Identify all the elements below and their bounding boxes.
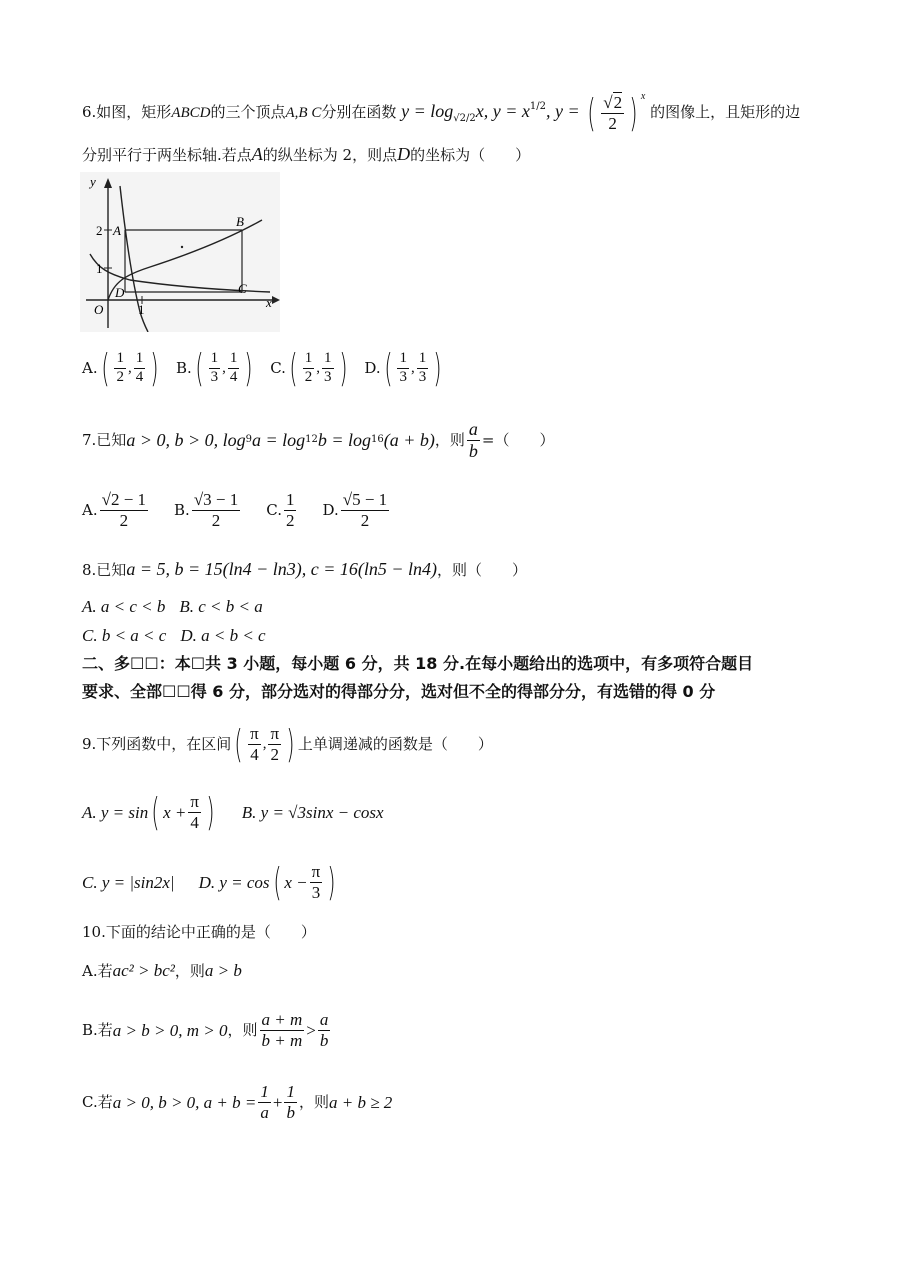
den: b: [468, 440, 478, 461]
q7-prefix: 7.已知: [82, 430, 127, 449]
q9-options-row1: [82, 790, 384, 834]
num: 1: [303, 351, 315, 369]
q6-prefix: 6.如图，矩形: [82, 103, 172, 121]
paren: ): [286, 722, 295, 766]
q8-options-row2: [82, 627, 266, 644]
q6-option-d[interactable]: [364, 346, 445, 390]
q6-point-d: D: [397, 144, 411, 164]
num: 1: [134, 351, 146, 369]
paren: (: [151, 790, 160, 834]
q6-func-rest2: , y =: [545, 101, 580, 121]
den: 4: [190, 812, 199, 832]
q9-stem: 9.下列函数中，在区间 ( $\frac{\pi}{4}$ , $\frac{\pi}{2}$ ) 上单调递减的函数是（ ）: [82, 722, 493, 766]
res: a > b: [204, 961, 242, 980]
in: x +: [163, 802, 187, 822]
paren: ): [433, 346, 442, 390]
letter: B.: [174, 500, 190, 519]
comma: ,: [127, 359, 132, 376]
q9-end: 上单调递减的函数是（ ）: [297, 734, 493, 753]
q6-figure: [80, 172, 280, 332]
den: 4: [250, 744, 259, 764]
pre: A.若: [82, 962, 113, 980]
tick-label-1-x: 1: [138, 302, 145, 317]
den: b + m: [261, 1030, 303, 1050]
q8-option-d[interactable]: D. a < b < c: [180, 626, 266, 645]
q9-option-c[interactable]: C. y = |sin2x|: [82, 872, 175, 892]
q7-m2: b = log: [317, 430, 372, 450]
q8-option-b[interactable]: B. c < b < a: [179, 597, 263, 616]
num: 1: [322, 351, 334, 369]
q7-option-b[interactable]: [174, 491, 242, 530]
den: 3: [311, 882, 321, 902]
comma: ,: [222, 359, 226, 376]
y-axis-label: y: [90, 174, 96, 189]
q10-option-b[interactable]: [82, 1008, 332, 1052]
paren: (: [195, 346, 204, 390]
num: a: [468, 418, 478, 439]
den: 2: [119, 510, 129, 530]
q7-options: [82, 490, 391, 530]
pre: D. y = cos: [198, 872, 270, 892]
point-label-c: C: [238, 281, 247, 296]
paren: ): [244, 346, 253, 390]
plus: +: [272, 1092, 283, 1112]
num: π: [190, 791, 199, 811]
q6-paren-open: (: [587, 91, 596, 135]
q6-func-text: y = log: [401, 101, 454, 121]
paren: (: [234, 722, 243, 766]
den: 2: [211, 510, 221, 530]
q7-option-a[interactable]: [82, 491, 150, 530]
num: √2 − 1: [101, 489, 147, 509]
num: 1: [417, 351, 429, 369]
q6-option-c[interactable]: [270, 346, 350, 390]
mid: ，则: [174, 962, 205, 980]
tick-label-1-y: 1: [96, 261, 103, 276]
q7-end: =（ ）: [481, 430, 555, 449]
num: 1: [397, 351, 409, 369]
q8-expr: a = 5, b = 15(ln4 − ln3), c = 16(ln5 − ln4): [126, 559, 438, 579]
comma: ,: [410, 359, 415, 376]
letter: D.: [322, 500, 339, 519]
q7-then: ，则: [434, 430, 465, 449]
expr: a > b > 0, m > 0: [112, 1020, 228, 1040]
q7-base9: 9: [245, 434, 252, 445]
q6-stem-line2: [82, 145, 530, 163]
q9-prefix: 9.下列函数中，在区间: [82, 734, 232, 753]
den: 2: [304, 368, 313, 385]
mid: ，则: [298, 1092, 329, 1111]
q6-option-d-letter: D.: [364, 358, 381, 377]
paren: ): [338, 346, 348, 390]
q6-line2-end: 的坐标为（ ）: [410, 146, 531, 164]
q7-m3: (a + b): [383, 430, 435, 450]
q6-option-c-letter: C.: [270, 358, 286, 377]
q8-prefix: 8.已知: [82, 561, 127, 579]
q6-option-b-letter: B.: [176, 358, 192, 377]
den: 3: [210, 368, 219, 385]
den: 3: [418, 368, 427, 385]
den: 2: [360, 510, 370, 530]
gt: >: [306, 1020, 316, 1040]
q6-exp-x: x: [640, 91, 646, 102]
q7-cond: a > 0, b > 0, log: [126, 430, 246, 450]
q10-stem: 10.下面的结论中正确的是（ ）: [82, 923, 316, 941]
den: 2: [270, 744, 280, 764]
mid: ，则: [227, 1020, 258, 1039]
num: 1: [285, 489, 295, 509]
q6-half: 1/2: [529, 101, 546, 112]
q7-option-c[interactable]: [266, 491, 298, 530]
q6-line2-mid: 的纵坐标为 2，则点: [262, 146, 398, 164]
q6-stem-line1: [82, 91, 801, 135]
point-label-b: B: [236, 214, 244, 229]
q6-option-a-letter: A.: [82, 358, 98, 377]
q10-option-a[interactable]: [82, 962, 242, 979]
q6-func-rest: x, y = x: [475, 101, 530, 121]
den: 4: [135, 368, 144, 385]
den: b: [286, 1102, 295, 1122]
q7-base12: 12: [305, 434, 318, 445]
in: x −: [284, 872, 308, 892]
q6-point-a: A: [251, 144, 263, 164]
q9-option-b[interactable]: B. y = √3sinx − cosx: [241, 802, 384, 822]
num: π: [311, 861, 321, 881]
q6-mid2: 分别在函数: [321, 103, 397, 121]
q6-mid1: 的三个顶点: [210, 103, 286, 121]
den: 3: [399, 368, 407, 385]
comma: ,: [316, 359, 321, 376]
den: b: [319, 1030, 329, 1050]
num: a + m: [261, 1009, 303, 1029]
num: 1: [286, 1081, 295, 1101]
q6-options: [82, 348, 445, 388]
paren: ): [327, 860, 336, 904]
q6-sqrt2: √2: [603, 92, 623, 112]
paren: (: [272, 860, 282, 904]
pre: C.若: [82, 1092, 113, 1111]
q9-options-row2: [82, 860, 339, 904]
den: 3: [324, 368, 332, 385]
pre: A. y = sin: [82, 802, 149, 822]
tick-label-2: 2: [96, 223, 103, 238]
figure-dot: [181, 246, 183, 248]
res: a + b ≥ 2: [328, 1092, 393, 1112]
num: √3 − 1: [193, 489, 239, 509]
q6-rest3: 的图像上，且矩形的边: [650, 103, 801, 121]
q7-base16: 16: [371, 434, 384, 445]
section2-line1: 二、多☐☐：本☐共 3 小题，每小题 6 分，共 18 分.在每小题给出的选项中，有多项符合题目: [82, 654, 754, 673]
origin-label: O: [94, 302, 104, 317]
num: 1: [209, 351, 221, 369]
q8-option-a[interactable]: A. a < c < b: [82, 597, 166, 616]
expr: a > 0, b > 0, a + b =: [112, 1092, 257, 1112]
q6-frac-den: 2: [608, 113, 617, 133]
q7-frac-ab: [467, 420, 480, 461]
q6-frac-sqrt2-2: [601, 94, 624, 133]
q7-stem: [82, 420, 555, 460]
x-axis-label: x: [266, 295, 272, 310]
letter: C.: [266, 500, 282, 519]
paren: ): [206, 790, 215, 834]
point-label-d: D: [115, 285, 125, 300]
q8-option-c[interactable]: C. b < a < c: [82, 626, 167, 645]
section2-line2: 要求、全部☐☐得 6 分，部分选对的得部分分，选对但不全的得部分分，有选错的得 0 分: [82, 682, 716, 701]
pre: B.若: [82, 1020, 113, 1039]
letter: A.: [82, 500, 98, 519]
q9-option-a[interactable]: [82, 790, 218, 834]
num: 1: [114, 351, 126, 369]
expr: ac² > bc²: [112, 961, 175, 980]
q6-points: A,B C: [285, 105, 322, 121]
paren: ): [150, 346, 159, 390]
q7-option-d[interactable]: [322, 491, 391, 530]
paren: (: [289, 346, 298, 390]
q7-m1: a = log: [251, 430, 306, 450]
den: 4: [229, 368, 238, 385]
paren: (: [383, 346, 393, 390]
point-label-a: A: [113, 223, 121, 238]
q10-option-c[interactable]: [82, 1080, 392, 1124]
num: 1: [260, 1081, 269, 1101]
num: π: [270, 723, 280, 743]
q6-line2-text: 分别平行于两坐标轴.若点: [82, 146, 252, 164]
num: 1: [228, 351, 240, 369]
den: 2: [116, 368, 124, 385]
den: 2: [285, 510, 295, 530]
q8-stem: [82, 560, 527, 578]
paren: (: [100, 346, 110, 390]
q9-option-d[interactable]: [198, 860, 340, 904]
q6-func-base: √2/2: [453, 113, 476, 124]
q6-option-b[interactable]: [176, 346, 256, 390]
q6-option-a[interactable]: [82, 346, 162, 390]
num: √5 − 1: [342, 489, 388, 509]
q8-options-row1: [82, 598, 263, 615]
q6-rect-name: ABCD: [171, 105, 211, 121]
q8-end: ，则（ ）: [437, 561, 528, 579]
num: a: [319, 1009, 329, 1029]
den: a: [260, 1102, 269, 1122]
num: π: [250, 723, 259, 743]
q6-paren-close: ): [629, 91, 638, 135]
